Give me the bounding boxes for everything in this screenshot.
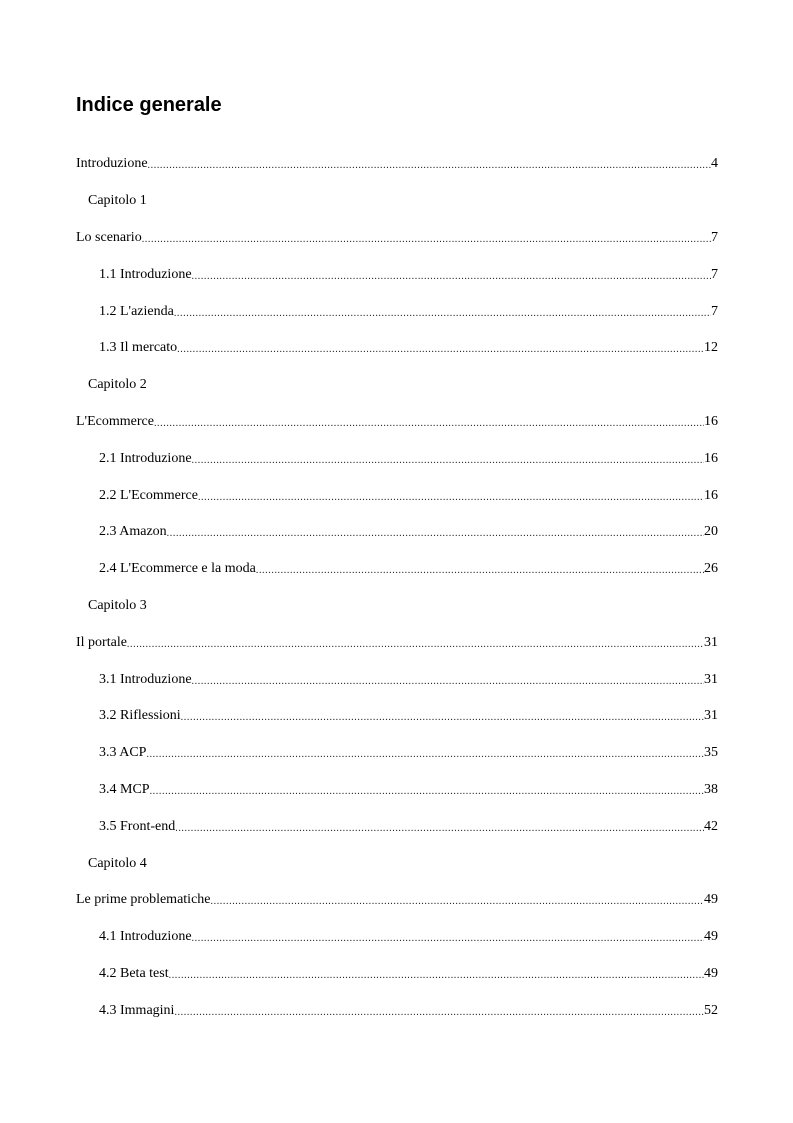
toc-entry-label[interactable]: 2.3 Amazon bbox=[99, 524, 167, 540]
toc-entry-label[interactable]: 2.4 L'Ecommerce e la moda bbox=[99, 561, 256, 577]
toc-page-number[interactable]: 42 bbox=[704, 818, 718, 834]
toc-page-number[interactable]: 31 bbox=[704, 671, 718, 687]
toc-page-number[interactable]: 52 bbox=[704, 1002, 718, 1018]
table-of-contents bbox=[76, 146, 718, 1029]
dot-leader bbox=[174, 1004, 704, 1022]
dot-leader bbox=[192, 673, 704, 691]
dot-leader bbox=[198, 489, 704, 507]
dot-leader bbox=[177, 341, 704, 359]
toc-entry[interactable] bbox=[76, 919, 718, 956]
toc-entry-label[interactable]: 1.3 Il mercato bbox=[99, 340, 178, 356]
toc-entry-label[interactable]: Il portale bbox=[76, 634, 127, 650]
dot-leader bbox=[169, 967, 704, 985]
toc-entry[interactable] bbox=[76, 514, 718, 551]
toc-entry[interactable] bbox=[76, 293, 718, 330]
dot-leader bbox=[192, 930, 704, 948]
toc-page-number[interactable]: 12 bbox=[704, 340, 718, 356]
toc-page-number[interactable]: 49 bbox=[704, 892, 718, 908]
toc-entry[interactable] bbox=[76, 146, 718, 183]
toc-page-number[interactable]: 38 bbox=[704, 781, 718, 797]
toc-page-number[interactable]: 16 bbox=[704, 413, 718, 429]
toc-entry-label: Capitolo 4 bbox=[88, 855, 147, 871]
toc-page-number[interactable]: 49 bbox=[704, 965, 718, 981]
toc-page-number[interactable]: 7 bbox=[711, 266, 718, 282]
toc-entry-label: Capitolo 1 bbox=[88, 193, 147, 209]
toc-entry[interactable] bbox=[76, 477, 718, 514]
toc-chapter-heading bbox=[76, 588, 718, 625]
toc-entry-label[interactable]: 3.4 MCP bbox=[99, 781, 150, 797]
toc-entry-label[interactable]: 4.1 Introduzione bbox=[99, 929, 192, 945]
toc-page-number[interactable]: 16 bbox=[704, 487, 718, 503]
toc-entry-label[interactable]: Lo scenario bbox=[76, 229, 142, 245]
dot-leader bbox=[167, 525, 704, 543]
dot-leader bbox=[256, 562, 704, 580]
toc-entry[interactable] bbox=[76, 330, 718, 367]
toc-entry[interactable] bbox=[76, 661, 718, 698]
toc-page-number[interactable]: 35 bbox=[704, 745, 718, 761]
dot-leader bbox=[148, 157, 711, 175]
toc-entry[interactable] bbox=[76, 735, 718, 772]
toc-entry-label[interactable]: L'Ecommerce bbox=[76, 413, 154, 429]
toc-entry[interactable] bbox=[76, 551, 718, 588]
toc-page-number[interactable]: 4 bbox=[711, 156, 718, 172]
toc-entry[interactable] bbox=[76, 220, 718, 257]
toc-entry-label[interactable]: 3.5 Front-end bbox=[99, 818, 176, 834]
toc-chapter-heading bbox=[76, 183, 718, 220]
toc-entry-label[interactable]: 2.2 L'Ecommerce bbox=[99, 487, 198, 503]
dot-leader bbox=[127, 636, 704, 654]
dot-leader bbox=[192, 268, 711, 286]
toc-entry[interactable] bbox=[76, 956, 718, 993]
toc-entry-label[interactable]: Introduzione bbox=[76, 156, 148, 172]
dot-leader bbox=[154, 415, 704, 433]
toc-chapter-heading bbox=[76, 367, 718, 404]
toc-entry-label[interactable]: Le prime problematiche bbox=[76, 892, 211, 908]
dot-leader bbox=[175, 820, 704, 838]
toc-page-number[interactable]: 31 bbox=[704, 708, 718, 724]
toc-entry[interactable] bbox=[76, 256, 718, 293]
toc-chapter-heading bbox=[76, 845, 718, 882]
toc-entry[interactable] bbox=[76, 992, 718, 1029]
dot-leader bbox=[181, 709, 704, 727]
toc-entry-label[interactable]: 4.2 Beta test bbox=[99, 965, 169, 981]
toc-page-number[interactable]: 49 bbox=[704, 929, 718, 945]
toc-entry[interactable] bbox=[76, 624, 718, 661]
toc-entry-label[interactable]: 3.1 Introduzione bbox=[99, 671, 192, 687]
dot-leader bbox=[192, 452, 704, 470]
toc-entry[interactable] bbox=[76, 404, 718, 441]
toc-page-number[interactable]: 7 bbox=[711, 303, 718, 319]
toc-entry-label[interactable]: 1.1 Introduzione bbox=[99, 266, 192, 282]
toc-page-number[interactable]: 20 bbox=[704, 524, 718, 540]
page-title: Indice generale bbox=[76, 94, 222, 116]
toc-page-number[interactable]: 16 bbox=[704, 450, 718, 466]
toc-page-number[interactable]: 26 bbox=[704, 561, 718, 577]
toc-page-number[interactable]: 7 bbox=[711, 229, 718, 245]
toc-entry-label[interactable]: 3.2 Riflessioni bbox=[99, 708, 181, 724]
toc-entry[interactable] bbox=[76, 440, 718, 477]
toc-page-number[interactable]: 31 bbox=[704, 634, 718, 650]
dot-leader bbox=[146, 746, 704, 764]
toc-entry-label[interactable]: 3.3 ACP bbox=[99, 745, 147, 761]
dot-leader bbox=[211, 893, 705, 911]
toc-entry-label[interactable]: 2.1 Introduzione bbox=[99, 450, 192, 466]
dot-leader bbox=[142, 231, 711, 249]
toc-entry-label[interactable]: 4.3 Immagini bbox=[99, 1002, 175, 1018]
toc-entry[interactable] bbox=[76, 882, 718, 919]
dot-leader bbox=[174, 305, 711, 323]
toc-entry[interactable] bbox=[76, 808, 718, 845]
toc-entry[interactable] bbox=[76, 698, 718, 735]
toc-entry[interactable] bbox=[76, 772, 718, 809]
toc-entry-label: Capitolo 2 bbox=[88, 377, 147, 393]
toc-entry-label: Capitolo 3 bbox=[88, 597, 147, 613]
toc-entry-label[interactable]: 1.2 L'azienda bbox=[99, 303, 174, 319]
dot-leader bbox=[150, 783, 704, 801]
